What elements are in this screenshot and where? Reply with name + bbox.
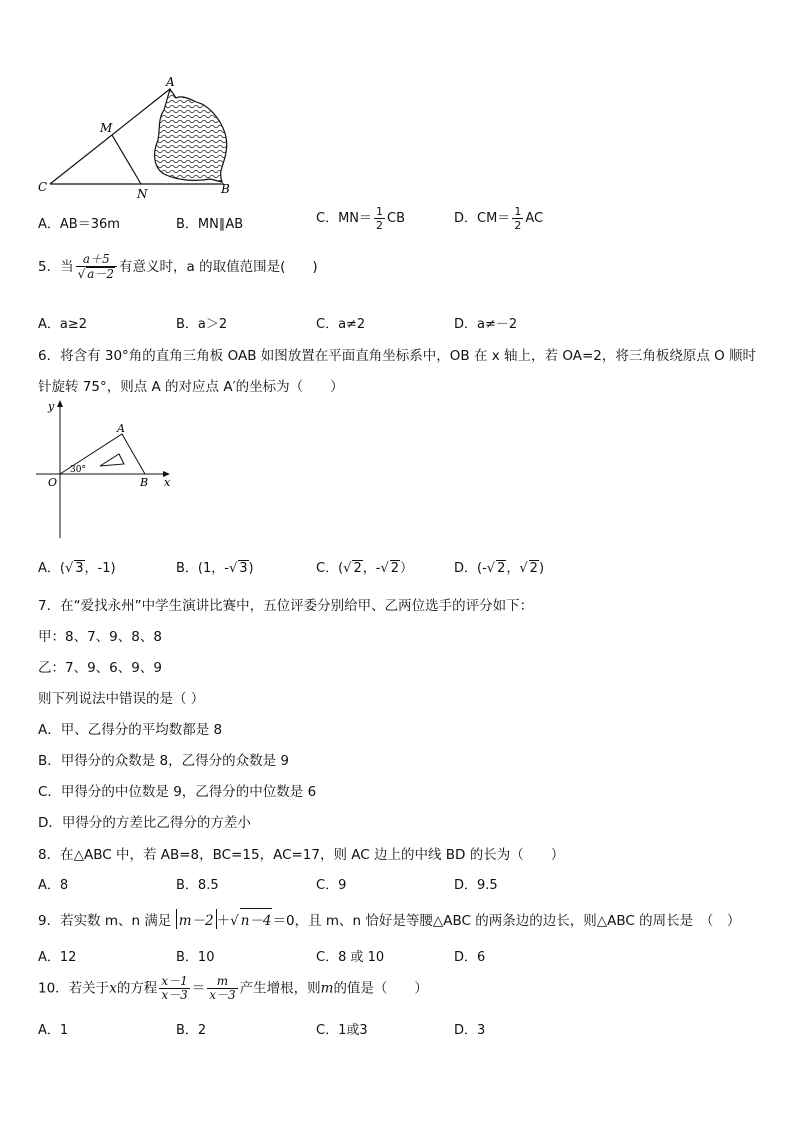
label-y: y	[48, 400, 55, 413]
q9-option-c: C．8 或 10	[316, 950, 385, 965]
q8-option-d: D．9.5	[454, 878, 498, 893]
label-M: M	[100, 121, 113, 135]
label-A: A	[166, 75, 175, 89]
q8-stem: 8．在△ABC 中，若 AB=8，BC=15，AC=17，则 AC 边上的中线 BD 的长为（ ）	[38, 847, 565, 863]
q8-option-a: A．8	[38, 878, 69, 893]
q5-option-b: B．a＞2	[176, 317, 228, 332]
q4-option-c: C．MN＝ $\frac{1}{2}$ CB	[316, 205, 406, 232]
q6-option-c: C．(√ 2，-√ 2）	[316, 561, 414, 576]
q6-option-d: D．(-√ 2，√ 2)	[454, 561, 545, 576]
q10-option-c: C．1或3	[316, 1023, 368, 1038]
q5-option-d: D．a≠－2	[454, 317, 518, 332]
q6-figure	[34, 398, 184, 540]
q9-stem: 9．若实数 m、n 满足 m－2 ＋√ n－4＝0，且 m、n 恰好是等腰△ABC 的两条边的边长，则△ABC 的周长是 （ ）	[38, 908, 740, 929]
q7-scores-jia: 甲：8、7、9、8、8	[38, 629, 162, 645]
q10-stem: 10．若关于x的方程 $\frac{x-1}{x-3}$ ＝ $\frac{m}{x-3}$ 产生增根，则m的值是（ ）	[38, 974, 428, 1002]
q9-option-b: B．10	[176, 950, 215, 965]
q10-option-d: D．3	[454, 1023, 486, 1038]
label-B: B	[221, 182, 230, 196]
pond-shape	[155, 89, 227, 182]
label-O: O	[48, 476, 58, 489]
y-axis-arrow	[57, 400, 63, 407]
segment-MN	[112, 135, 141, 184]
label-B: B	[140, 476, 149, 489]
q7-option-a: A．甲、乙得分的平均数都是 8	[38, 722, 223, 738]
q9-option-a: A．12	[38, 950, 77, 965]
label-angle: 30°	[70, 465, 86, 475]
q8-option-c: C．9	[316, 878, 347, 893]
q7-option-c: C．甲得分的中位数是 9，乙得分的中位数是 6	[38, 784, 317, 800]
q7-option-d: D．甲得分的方差比乙得分的方差小	[38, 815, 251, 831]
q4-figure	[34, 74, 244, 199]
q5-option-a: A．a≥2	[38, 317, 88, 332]
q6-option-b: B．(1，-√ 3)	[176, 561, 254, 576]
q4-option-a: A．AB＝36m	[38, 217, 120, 232]
q6-option-a: A．(√ 3，-1)	[38, 561, 116, 576]
q6-stem-line1: 6．将含有 30°角的直角三角板 OAB 如图放置在平面直角坐标系中，OB 在 x 轴上，若 OA=2，将三角板绕原点 O 顺时	[38, 348, 757, 364]
q5-stem: 5．当 $\frac{a+5}{√ a-2}$ 有意义时，a 的取值范围是( )	[38, 252, 318, 281]
label-N: N	[137, 187, 148, 199]
q5-option-c: C．a≠2	[316, 317, 366, 332]
q7-ask: 则下列说法中错误的是（ ）	[38, 691, 205, 707]
q7-stem: 7．在“爱找永州”中学生演讲比赛中，五位评委分别给甲、乙两位选手的评分如下：	[38, 598, 534, 614]
q7-option-b: B．甲得分的众数是 8，乙得分的众数是 9	[38, 753, 290, 769]
q10-option-a: A．1	[38, 1023, 69, 1038]
q4-option-d: D．CM＝ $\frac{1}{2}$ AC	[454, 205, 544, 232]
label-x: x	[164, 476, 171, 489]
q4-option-b: B．MN∥AB	[176, 217, 244, 232]
q7-scores-yi: 乙：7、9、6、9、9	[38, 660, 162, 676]
label-C: C	[38, 180, 48, 194]
q6-stem-line2: 针旋转 75°，则点 A 的对应点 A′的坐标为（ ）	[38, 379, 344, 395]
q10-option-b: B．2	[176, 1023, 207, 1038]
label-A: A	[117, 422, 125, 435]
segment-CA	[50, 89, 170, 184]
q9-option-d: D．6	[454, 950, 486, 965]
triangle-hole	[100, 454, 124, 466]
q8-option-b: B．8.5	[176, 878, 219, 893]
